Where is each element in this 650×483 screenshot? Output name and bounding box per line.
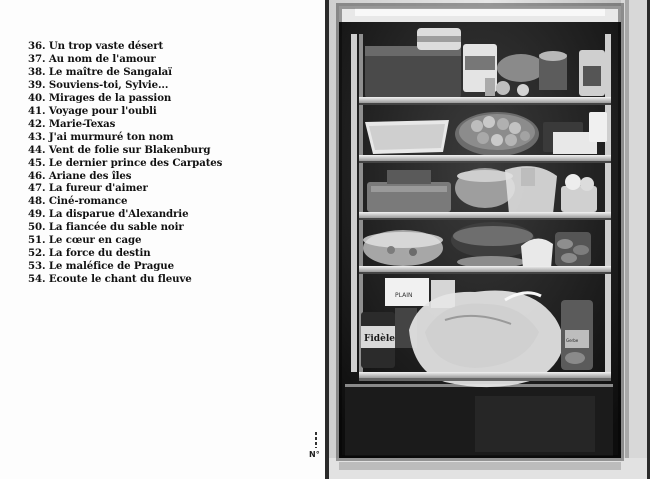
title-item: 53. Le maléfice de Prague <box>28 260 174 273</box>
box-label: PLAIN <box>395 292 413 299</box>
title-item: 39. Souviens-toi, Sylvie... <box>28 78 169 91</box>
title-item: 46. Ariane des îles <box>28 169 132 182</box>
shelf <box>359 97 611 103</box>
title-item: 51. Le cœur en cage <box>28 234 142 247</box>
title-item: 37. Au nom de l'amour <box>28 52 156 65</box>
title-item: 42. Marie-Texas <box>28 117 116 130</box>
shelf <box>359 372 611 378</box>
carton-label: Gerbe <box>566 338 579 343</box>
title-item: 40. Mirages de la passion <box>28 91 172 104</box>
shelf <box>359 266 611 272</box>
title-item: 43. J'ai murmuré ton nom <box>28 130 174 143</box>
page-marker-label: N° <box>309 450 320 459</box>
title-item: 44. Vent de folie sur Blakenburg <box>28 143 211 156</box>
title-item: 54. Ecoute le chant du fleuve <box>28 273 192 286</box>
title-item: 36. Un trop vaste désert <box>28 40 164 52</box>
fridge-photo <box>325 0 650 479</box>
title-list <box>28 40 222 286</box>
left-page <box>0 0 325 479</box>
title-item: 52. La force du destin <box>28 247 151 260</box>
title-item: 38. Le maître de Sangalaï <box>28 65 172 78</box>
title-item: 48. Ciné-romance <box>28 195 128 208</box>
title-item: 49. La disparue d'Alexandrie <box>28 208 189 221</box>
shelf <box>359 212 611 218</box>
page-marker <box>309 432 323 462</box>
page-marker-ticks <box>315 432 317 448</box>
title-item: 45. Le dernier prince des Carpates <box>28 156 223 169</box>
can-label: Fidèle <box>364 334 395 344</box>
shelf <box>359 155 611 161</box>
title-item: 50. La fiancée du sable noir <box>28 221 184 234</box>
title-item: 47. La fureur d'aimer <box>28 182 148 195</box>
title-item: 41. Voyage pour l'oubli <box>28 104 157 117</box>
fridge-right-edge <box>621 0 647 479</box>
